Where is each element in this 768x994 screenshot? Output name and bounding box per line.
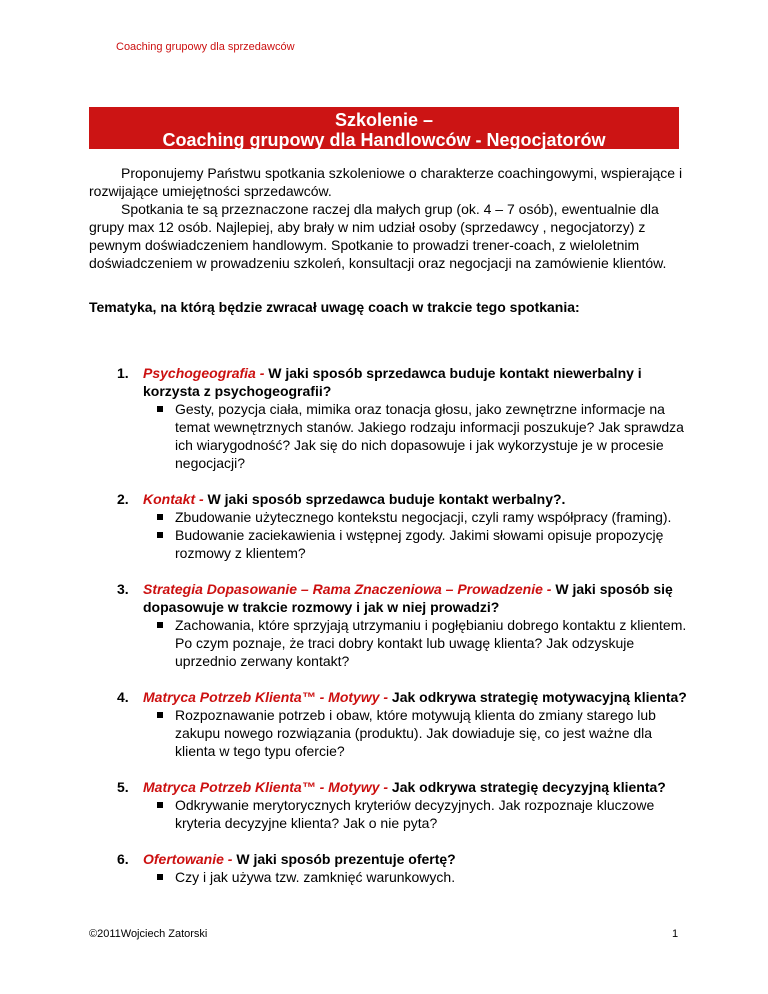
document-title: [89, 107, 679, 149]
item-subpoints: [143, 706, 687, 760]
intro-paragraph-2: Spotkania te są przeznaczone raczej dla małych grup (ok. 4 – 7 osób), ewentualnie dla grupy max 12 osób. Najlepiej, aby brały w nim udział osoby (sprzedawcy , negocjatorzy) z pewnym doświadczeniem handlowym. Spotkanie to prowadzi trener-coach, z wieloletnim doświadczeniem w prowadzeniu szkoleń, konsultacji oraz negocjacji na zamówienie klientów.: [89, 201, 667, 271]
item-heading: [143, 490, 687, 508]
item-number: 5.: [117, 779, 129, 795]
topic-item-4: [117, 688, 687, 760]
topics-heading: Tematyka, na którą będzie zwracał uwagę coach w trakcie tego spotkania:: [89, 299, 580, 315]
subpoint-text: Czy i jak używa tzw. zamknięć warunkowych.: [175, 869, 456, 885]
title-line-1: Szkolenie –: [334, 110, 434, 130]
square-bullet-icon: [157, 712, 163, 718]
item-question: Jak odkrywa strategię decyzyjną klienta?: [388, 779, 666, 795]
item-subpoints: [143, 400, 687, 472]
item-subpoints: [143, 868, 687, 886]
item-topic: Strategia Dopasowanie – Rama Znaczeniowa – Prowadzenie -: [143, 581, 552, 597]
subpoint-text: Gesty, pozycja ciała, mimika oraz tonacja głosu, jako zewnętrzne informacje na temat wewnętrznych stanów. Jakiego rodzaju informacji poszukuje? Jak sprawdza ich wiarygodność? Jak się do nich dopasowuje i jak wykorzystuje je w procesie negocjacji?: [175, 401, 684, 471]
page-header: Coaching grupowy dla sprzedawców: [116, 41, 295, 53]
item-question: W jaki sposób prezentuje ofertę?: [232, 851, 456, 867]
item-number: 1.: [117, 365, 129, 381]
item-heading: [143, 364, 687, 400]
footer-copyright: ©2011Wojciech Zatorski: [89, 928, 208, 940]
topics-list: [117, 364, 687, 886]
square-bullet-icon: [157, 874, 163, 880]
item-question: W jaki sposób sprzedawca buduje kontakt werbalny?.: [203, 491, 566, 507]
item-topic: Psychogeografia -: [143, 365, 265, 381]
intro-paragraph-1: Proponujemy Państwu spotkania szkoleniowe o charakterze coachingowymi, wspierające i rozwijające umiejętności sprzedawców.: [89, 165, 683, 199]
topic-item-5: [117, 778, 687, 832]
title-line-2: Coaching grupowy dla Handlowców - Negocjatorów: [162, 130, 606, 150]
subpoint-text: Rozpoznawanie potrzeb i obaw, które motywują klienta do zmiany starego lub zakupu nowego rozwiązania (produktu). Jak dowiaduje się, co jest ważne dla klienta w tego typu ofercie?: [175, 707, 656, 759]
item-question: W jaki sposób się dopasowuje w trakcie rozmowy i jak w niej prowadzi?: [143, 581, 673, 615]
item-number: 4.: [117, 689, 129, 705]
item-number: 3.: [117, 581, 129, 597]
item-topic: Ofertowanie -: [143, 851, 233, 867]
topic-item-3: [117, 580, 687, 670]
item-subpoints: [143, 616, 687, 670]
item-heading: [143, 850, 687, 868]
subpoint-text: Budowanie zaciekawienia i wstępnej zgody. Jakimi słowami opisuje propozycję rozmowy z klientem?: [175, 527, 664, 561]
subpoint-text: Odkrywanie merytorycznych kryteriów decyzyjnych. Jak rozpoznaje kluczowe kryteria decyzyjne klienta? Jak o nie pyta?: [175, 797, 655, 831]
subpoint: [155, 706, 687, 760]
subpoint: [155, 526, 687, 562]
square-bullet-icon: [157, 622, 163, 628]
intro-section: [89, 164, 687, 272]
square-bullet-icon: [157, 532, 163, 538]
subpoint: [155, 508, 687, 526]
subpoint-text: Zbudowanie użytecznego kontekstu negocjacji, czyli ramy współpracy (framing).: [175, 509, 672, 525]
item-topic: Kontakt -: [143, 491, 204, 507]
item-number: 6.: [117, 851, 129, 867]
item-heading: [143, 778, 687, 796]
item-heading: [143, 580, 687, 616]
subpoint: [155, 616, 687, 670]
topic-item-6: [117, 850, 687, 886]
item-subpoints: [143, 508, 687, 562]
square-bullet-icon: [157, 514, 163, 520]
topic-item-2: [117, 490, 687, 562]
subpoint: [155, 400, 687, 472]
topic-item-1: [117, 364, 687, 472]
item-heading: [143, 688, 687, 706]
square-bullet-icon: [157, 406, 163, 412]
item-number: 2.: [117, 491, 129, 507]
item-question: Jak odkrywa strategię motywacyjną klienta?: [388, 689, 687, 705]
item-topic: Matryca Potrzeb Klienta™ - Motywy -: [143, 689, 389, 705]
subpoint: [155, 868, 687, 886]
subpoint-text: Zachowania, które sprzyjają utrzymaniu i pogłębianiu dobrego kontaktu z klientem. Po czym poznaje, że traci dobry kontakt lub uwagę klienta? Jak odzyskuje uprzednio zerwany kontakt?: [175, 617, 687, 669]
item-subpoints: [143, 796, 687, 832]
item-topic: Matryca Potrzeb Klienta™ - Motywy -: [143, 779, 389, 795]
subpoint: [155, 796, 687, 832]
item-question: W jaki sposób sprzedawca buduje kontakt niewerbalny i korzysta z psychogeografii?: [143, 365, 642, 399]
square-bullet-icon: [157, 802, 163, 808]
page-number: 1: [672, 928, 679, 940]
